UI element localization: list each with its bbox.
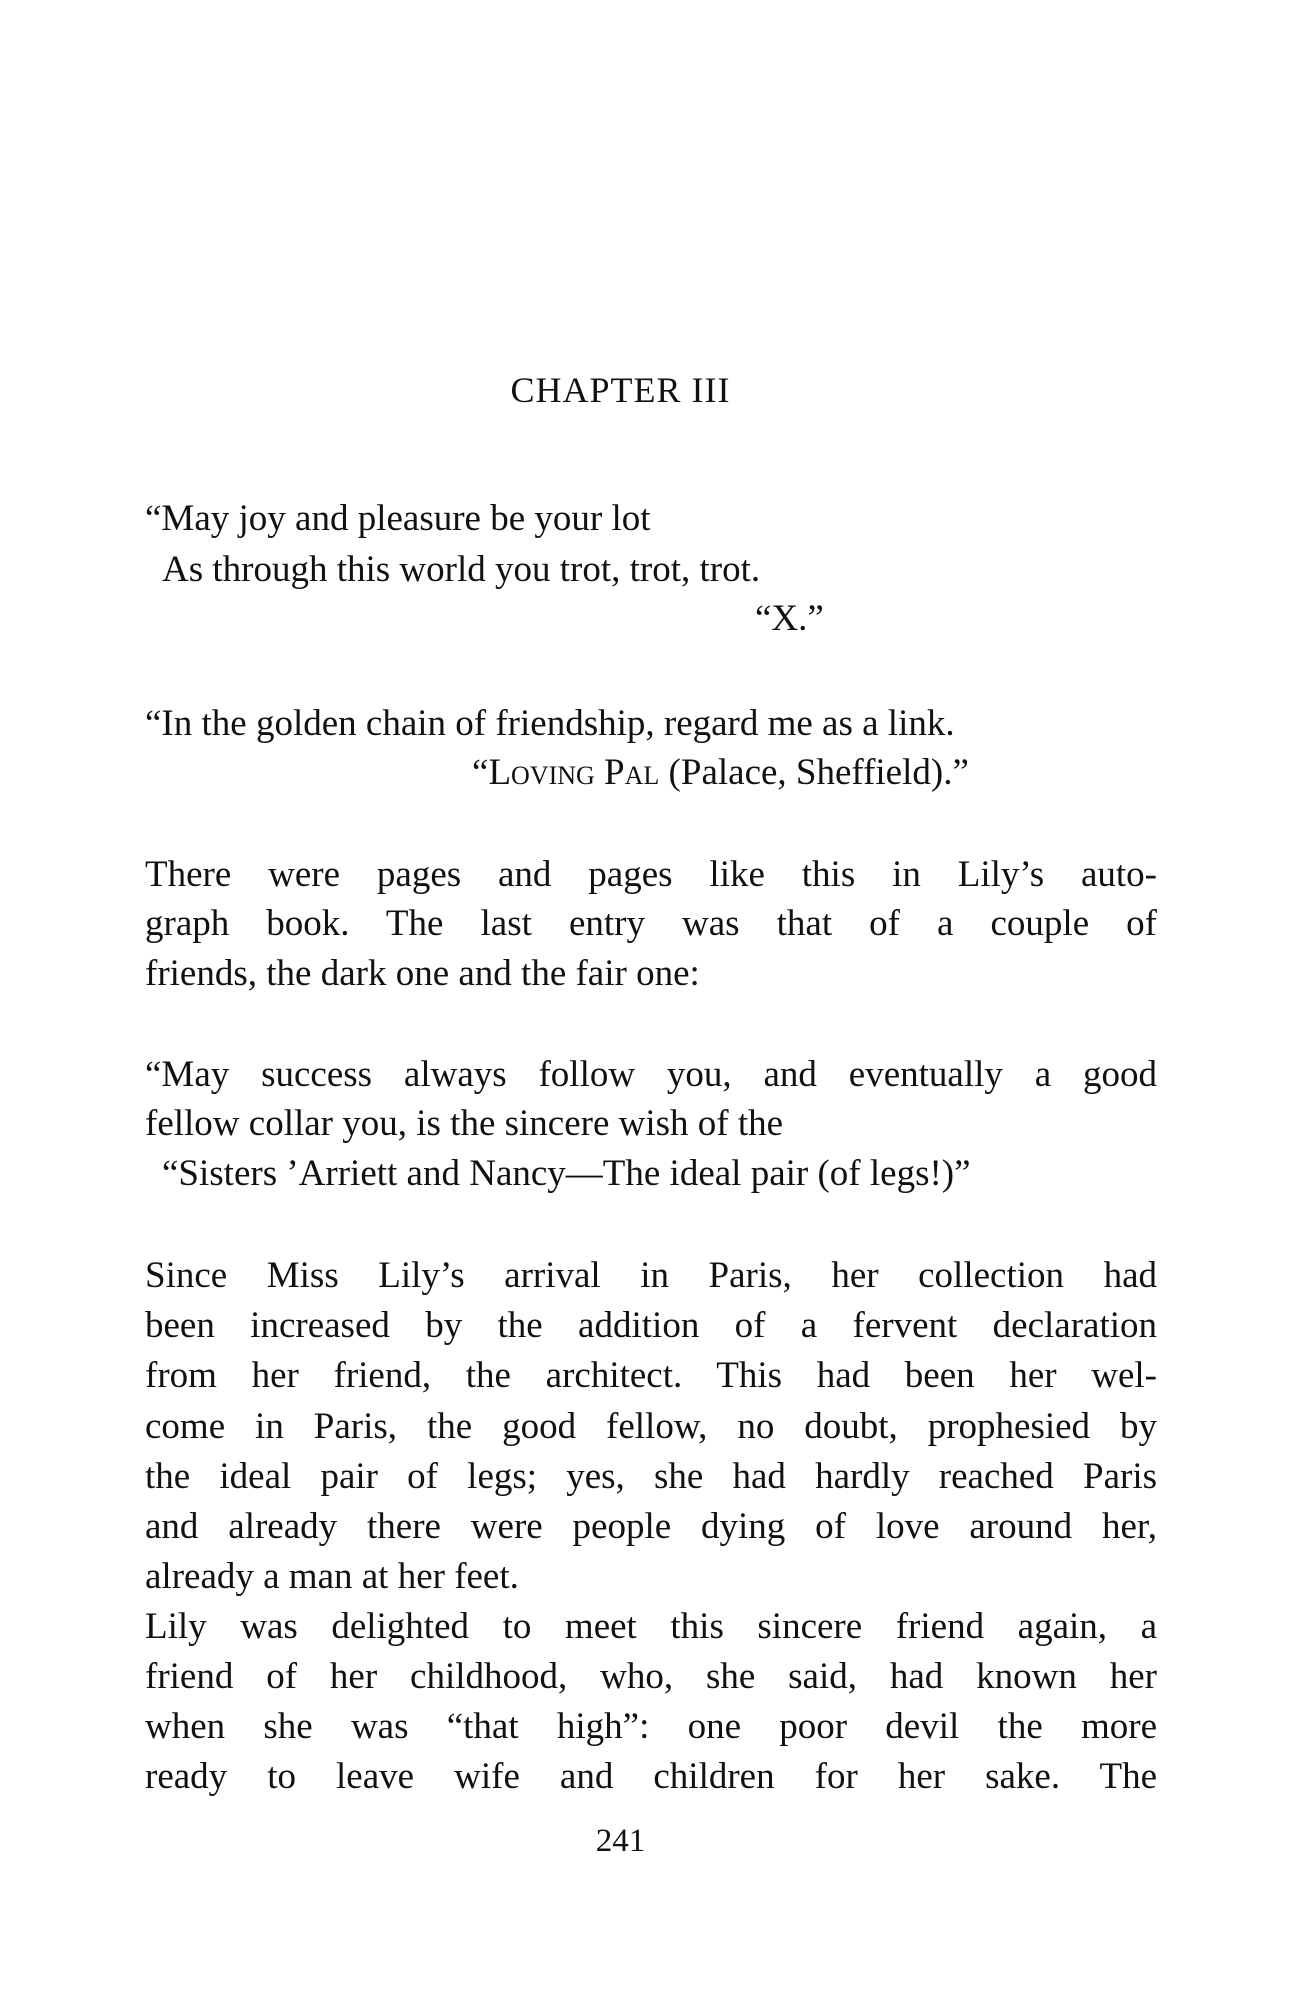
quote-line-3: “Sisters ’Arriett and Nancy—The ideal pair (of legs!)” <box>162 1153 971 1194</box>
quote-line-1: “May success always follow you, and eventually a good <box>145 1054 1157 1095</box>
epigraph-verse-signature: “X.” <box>755 598 824 639</box>
paragraph-3-line-1: Lily was delighted to meet this sincere friend again, a <box>145 1606 1157 1647</box>
epigraph-verse-line-2: As through this world you trot, trot, trot. <box>162 549 761 590</box>
paragraph-2-line-1: Since Miss Lily’s arrival in Paris, her collection had <box>145 1255 1157 1296</box>
paragraph-2-line-6: and already there were people dying of love around her, <box>145 1506 1157 1547</box>
paragraph-2-line-7: already a man at her feet. <box>145 1556 519 1597</box>
paragraph-2-line-2: been increased by the addition of a fervent declaration <box>145 1305 1157 1346</box>
paragraph-3-line-2: friend of her childhood, who, she said, had known her <box>145 1656 1157 1697</box>
chapter-title: CHAPTER III <box>510 370 731 410</box>
signature-open-quote: “ <box>472 752 489 793</box>
epigraph-friendship-line: “In the golden chain of friendship, regard me as a link. <box>145 703 955 744</box>
paragraph-3-line-3: when she was “that high”: one poor devil the more <box>145 1706 1157 1747</box>
signature-place: (Palace, Sheffield).” <box>659 752 969 793</box>
epigraph-verse-line-1: “May joy and pleasure be your lot <box>145 498 651 539</box>
paragraph-2-line-3: from her friend, the architect. This had been her wel- <box>145 1355 1157 1396</box>
quote-line-2: fellow collar you, is the sincere wish of the <box>145 1103 784 1144</box>
paragraph-2-line-4: come in Paris, the good fellow, no doubt, prophesied by <box>145 1406 1157 1447</box>
paragraph-3-line-4: ready to leave wife and children for her sake. The <box>145 1756 1157 1797</box>
page-number: 241 <box>595 1823 646 1859</box>
signature-name: Loving Pal <box>488 752 660 793</box>
paragraph-1-line-2: graph book. The last entry was that of a couple of <box>145 903 1157 944</box>
paragraph-1-line-1: There were pages and pages like this in Lily’s auto- <box>145 854 1157 895</box>
paragraph-1-line-3: friends, the dark one and the fair one: <box>145 953 700 994</box>
paragraph-2-line-5: the ideal pair of legs; yes, she had hardly reached Paris <box>145 1456 1157 1497</box>
epigraph-friendship-signature <box>472 751 969 795</box>
